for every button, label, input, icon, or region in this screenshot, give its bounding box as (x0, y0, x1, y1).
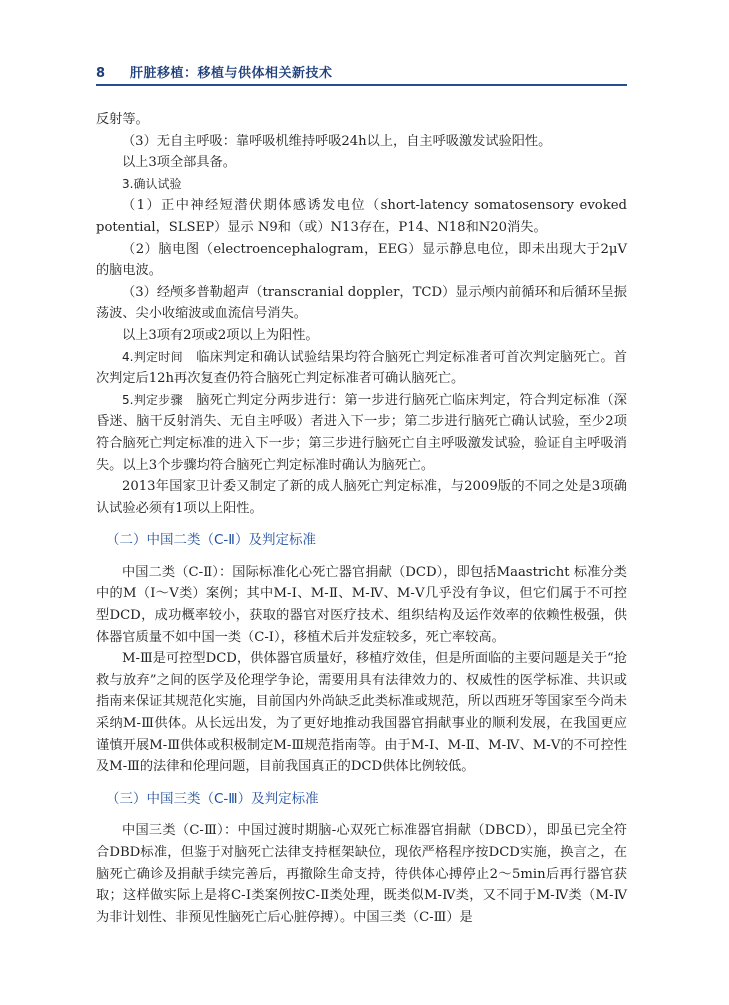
paragraph: 反射等。 (96, 112, 149, 127)
paragraph: （1）正中神经短潜伏期体感诱发电位（short-latency somatosensory evoked potential，SLSEP）显示 N9和（或）N13存在，P14、N18和N20消失。 (96, 198, 627, 235)
paragraph: （3）无自主呼吸：靠呼吸机维持呼吸24h以上，自主呼吸激发试验阳性。 (122, 133, 552, 149)
paragraph: （2）脑电图（electroencephalogram，EEG）显示静息电位，即未出现大于2μV的脑电波。 (96, 241, 627, 279)
header-rule (96, 84, 627, 86)
paragraph-lead: 4.判定时间 (122, 349, 183, 364)
paragraph: 中国二类（C-Ⅱ）：国际标准化心死亡器官捐献（DCD），即包括Maastricht 标准分类中的M（Ⅰ～Ⅴ类）案例；其中M-Ⅰ、M-Ⅱ、M-Ⅳ、M-Ⅴ几乎没有争议，但它们属于不可控型DCD，成功概率较小，获取的器官对医疗技术、组织结构及运作效率的依赖性极强，供体器官质量不如中国一类（C-Ⅰ），移植术后并发症较多，死亡率较高。 (96, 564, 627, 645)
paragraph: 2013年国家卫计委又制定了新的成人脑死亡判定标准，与2009版的不同之处是3项确认试验必须有1项以上阳性。 (96, 479, 627, 516)
paragraph: 中国三类（C-Ⅲ）：中国过渡时期脑-心双死亡标准器官捐献（DBCD），即虽已完全符合DBD标准，但鉴于对脑死亡法律支持框架缺位，现依严格程序按DCD实施，换言之，在脑死亡确诊及捐献手续完善后，再撤除生命支持，待供体心搏停止2～5min后再行器官获取；这样做实际上是将C-Ⅰ类案例按C-Ⅱ类处理，既类似M-Ⅳ类，又不同于M-Ⅳ类（M-Ⅳ为非计划性、非预见性脑死亡后心脏停搏）。中国三类（C-Ⅲ）是 (96, 823, 627, 925)
paragraph: 以上3项有2项或2项以上为阳性。 (122, 327, 319, 343)
section-heading: （二）中国二类（C-Ⅱ）及判定标准 (106, 532, 316, 549)
paragraph (96, 347, 627, 390)
paragraph: （3）经颅多普勒超声（transcranial doppler，TCD）显示颅内前循环和后循环呈振荡波、尖小收缩波或血流信号消失。 (96, 284, 627, 322)
paragraph-lead: 5.判定步骤 (122, 392, 183, 407)
running-header (96, 62, 626, 81)
subheading: 3.确认试验 (122, 176, 182, 191)
book-title: 肝脏移植：移植与供体相关新技术 (130, 66, 333, 81)
section-heading: （三）中国三类（C-Ⅲ）及判定标准 (106, 790, 319, 807)
paragraph (96, 390, 627, 476)
paragraph-text: 脑死亡判定分两步进行：第一步进行脑死亡临床判定，符合判定标准（深昏迷、脑干反射消失、无自主呼吸）者进入下一步；第二步进行脑死亡确认试验，至少2项符合脑死亡判定标准的进入下一步；第三步进行脑死亡自主呼吸激发试验，验证自主呼吸消失。以上3个步骤均符合脑死亡判定标准时确认为脑死亡。 (96, 392, 627, 473)
paragraph: M-Ⅲ是可控型DCD，供体器官质量好，移植疗效佳，但是所面临的主要问题是关于“抢救与放弃”之间的医学及伦理学争论，需要用具有法律效力的、权威性的医学标准、共识或指南来保证其规范化实施，目前国内外尚缺乏此类标准或规范，所以西班牙等国家至今尚未采纳M-Ⅲ供体。从长远出发，为了更好地推动我国器官捐献事业的顺利发展，在我国更应谨慎开展M-Ⅲ供体或积极制定M-Ⅲ规范指南等。由于M-Ⅰ、M-Ⅱ、M-Ⅳ、M-Ⅴ的不可控性及M-Ⅲ的法律和伦理问题，目前我国真正的DCD供体比例较低。 (96, 651, 627, 775)
paragraph: 以上3项全部具备。 (122, 155, 236, 171)
page-body (96, 109, 627, 928)
paragraph-text: 临床判定和确认试验结果均符合脑死亡判定标准者可首次判定脑死亡。首次判定后12h再次复查仍符合脑死亡判定标准者可确认脑死亡。 (96, 349, 627, 387)
page-number: 8 (96, 66, 106, 81)
